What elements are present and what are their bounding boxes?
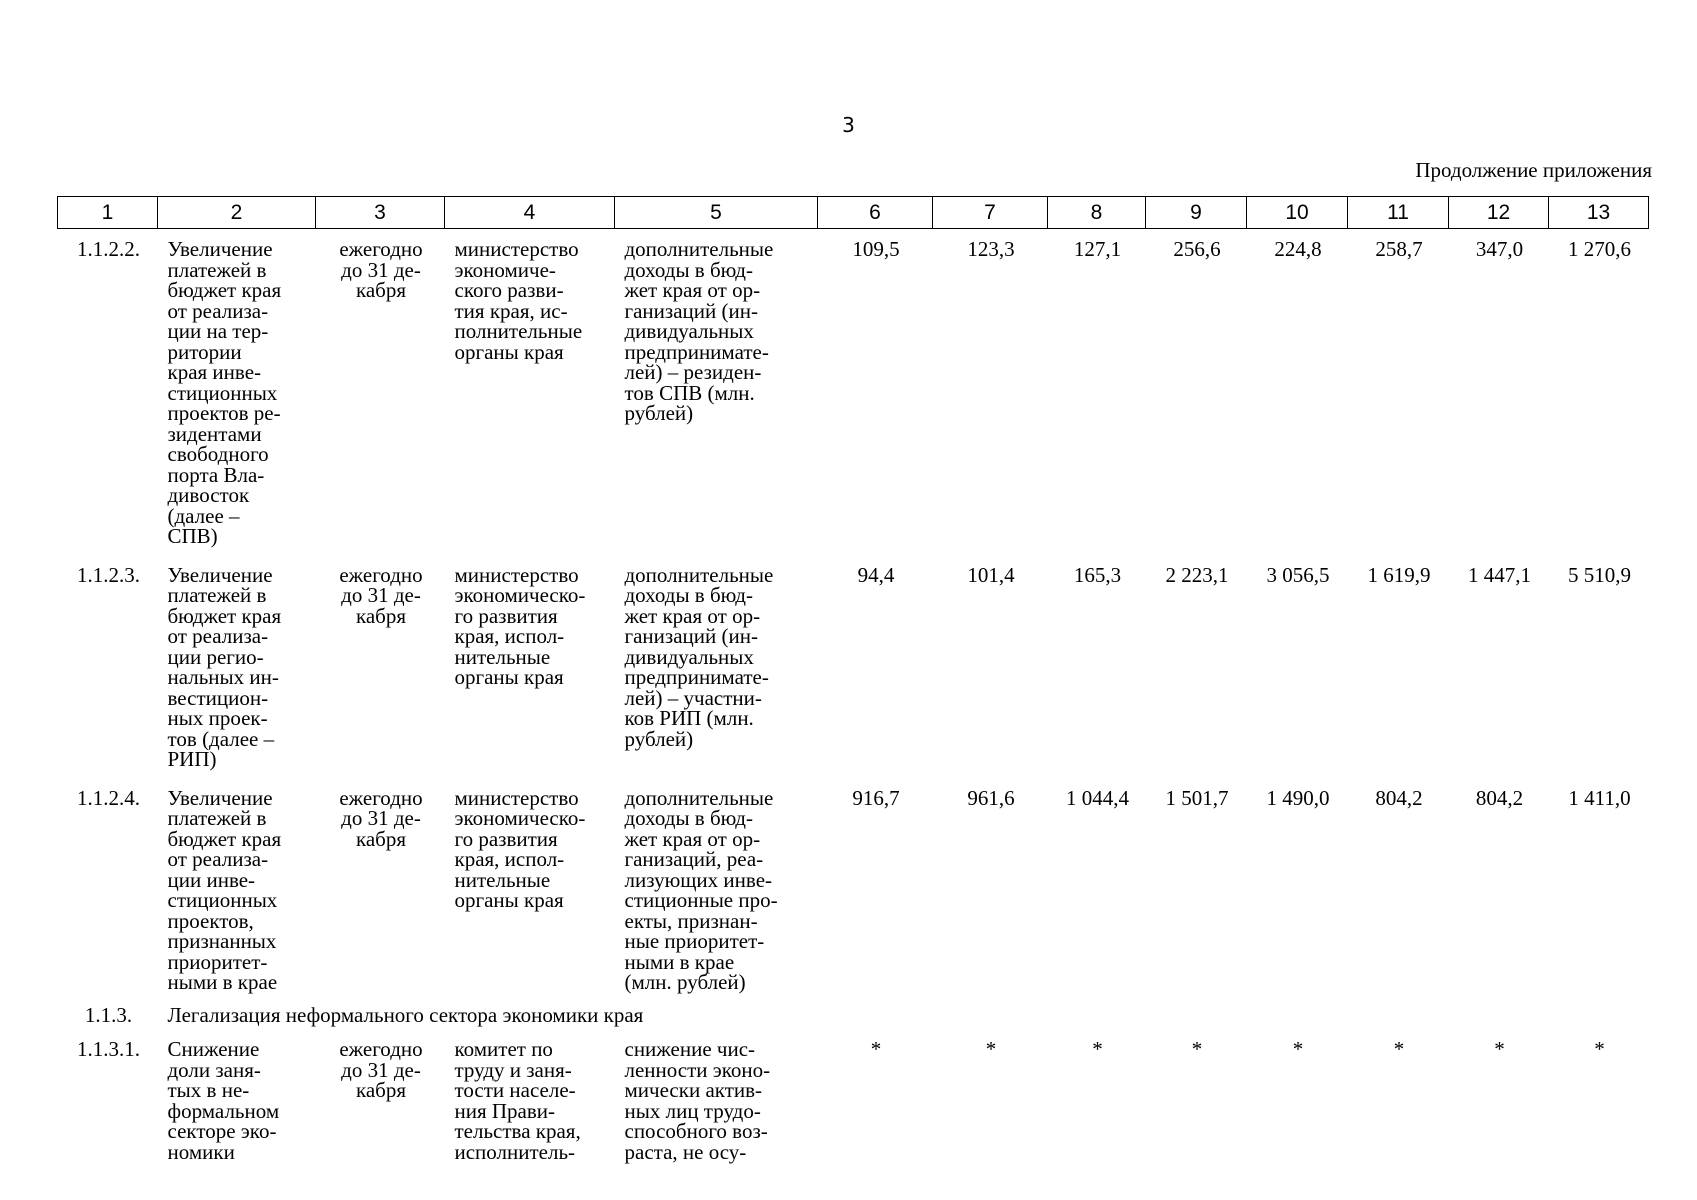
value-cell: *: [1594, 1037, 1605, 1061]
deadline-text: ежегодно до 31 де- кабря: [339, 237, 423, 302]
column-header: 7: [933, 197, 1048, 229]
value-cell: 916,7: [852, 785, 900, 810]
responsible-text: министерство экономическо- го развития края, испол- нительные органы края: [454, 785, 586, 912]
responsible-cell: [445, 555, 615, 778]
page-number: 3: [842, 113, 855, 137]
section-code: 1.1.3.: [84, 1002, 133, 1027]
responsible-text: министерство экономическо- го развития края, испол- нительные органы края: [454, 562, 586, 689]
value-cell: *: [1292, 1037, 1304, 1061]
indicator-text: Увеличение платежей в бюджет края от реализа- ции инве- стиционных проектов, признанных приоритет- ными в крае: [167, 785, 282, 994]
value-cell: 961,6: [967, 785, 1015, 810]
deadline-cell: [316, 555, 445, 778]
deadline-cell: [316, 229, 445, 555]
value-cell: 123,3: [967, 237, 1015, 261]
value-cell: 224,8: [1274, 237, 1322, 261]
deadline-text: ежегодно до 31 де- кабря: [339, 1037, 423, 1102]
indicator-text: Увеличение платежей в бюджет края от реализа- ции на тер- ритории края инве- стиционных проектов ре- зидентами свободного порта Вла- дивосток (далее – СПВ): [167, 237, 282, 548]
value-cell: 258,7: [1375, 237, 1423, 261]
responsible-cell: [445, 778, 615, 1001]
description-text: дополнительные доходы в бюд- жет края от ор- ганизаций, реа- лизующих инве- стиционные про- екты, признан- ные приоритет- ными в крае (млн. рублей): [624, 785, 778, 994]
description-text: дополнительные доходы в бюд- жет края от ор- ганизаций (ин- дивидуальных предпринимате- лей) – резиден- тов СПВ (млн. рублей): [624, 237, 774, 425]
description-text: дополнительные доходы в бюд- жет края от ор- ганизаций (ин- дивидуальных предпринимате- лей) – участни- ков РИП (млн. рублей): [624, 562, 774, 751]
value-cell: 165,3: [1073, 562, 1122, 587]
row-code: 1.1.2.2.: [77, 237, 140, 261]
value-cell: 1 044,4: [1066, 785, 1129, 810]
column-header: 10: [1247, 197, 1348, 229]
indicator-cell: [158, 555, 316, 778]
value-cell: *: [1092, 1037, 1103, 1061]
deadline-text: ежегодно до 31 де- кабря: [339, 785, 423, 851]
column-header: 8: [1048, 197, 1146, 229]
value-cell: 1 270,6: [1568, 237, 1631, 261]
value-cell: *: [1494, 1037, 1505, 1061]
column-header: 9: [1146, 197, 1247, 229]
indicator-text: Снижение доли заня- тых в не- формальном секторе эко- номики: [167, 1037, 280, 1164]
table-row: [58, 1029, 1649, 1170]
description-cell: [615, 555, 818, 778]
value-cell: 1 490,0: [1266, 785, 1330, 810]
section-title: Легализация неформального сектора экономики края: [167, 1002, 644, 1027]
value-cell: *: [1393, 1037, 1405, 1061]
column-header: 12: [1449, 197, 1549, 229]
indicator-cell: [158, 229, 316, 555]
responsible-text: министерство экономиче- ского разви- тия края, ис- полнительные органы края: [454, 237, 583, 364]
table-row: [58, 778, 1649, 1001]
row-code: 1.1.2.4.: [77, 785, 140, 810]
column-header: 4: [445, 197, 615, 229]
deadline-cell: [316, 1029, 445, 1170]
value-cell: *: [870, 1037, 882, 1061]
deadline-cell: [316, 778, 445, 1001]
value-cell: 2 223,1: [1165, 562, 1229, 587]
value-cell: 3 056,5: [1266, 562, 1330, 587]
deadline-text: ежегодно до 31 де- кабря: [339, 562, 423, 628]
column-header: 6: [818, 197, 933, 229]
value-cell: 347,0: [1475, 237, 1524, 261]
value-cell: 94,4: [857, 562, 895, 587]
indicator-text: Увеличение платежей в бюджет края от реализа- ции регио- нальных ин- вестицион- ных проек- тов (далее – РИП): [167, 562, 282, 771]
description-text: снижение чис- ленности эконо- мически актив- ных лиц трудо- способного воз- раста, не осу-: [624, 1037, 771, 1164]
row-code: 1.1.2.3.: [77, 562, 140, 587]
responsible-text: комитет по труду и заня- тости населе- ния Прави- тельства края, исполнитель-: [454, 1037, 581, 1164]
value-cell: 256,6: [1173, 237, 1221, 261]
value-cell: 804,2: [1375, 785, 1423, 810]
description-cell: [615, 778, 818, 1001]
appendix-table: [57, 196, 1649, 1170]
row-code: 1.1.3.1.: [77, 1037, 140, 1061]
value-cell: *: [1191, 1037, 1203, 1061]
responsible-cell: [445, 1029, 615, 1170]
indicator-cell: [158, 778, 316, 1001]
table-row: [58, 229, 1649, 555]
column-header: 3: [316, 197, 445, 229]
column-header: 1: [58, 197, 158, 229]
value-cell: 1 501,7: [1165, 785, 1229, 810]
column-header: 13: [1549, 197, 1649, 229]
column-number-row: [58, 197, 1649, 229]
value-cell: 1 619,9: [1367, 562, 1431, 587]
column-header: 2: [158, 197, 316, 229]
appendix-continuation-note: Продолжение приложения: [1415, 158, 1652, 182]
description-cell: [615, 229, 818, 555]
value-cell: 1 447,1: [1468, 562, 1531, 587]
description-cell: [615, 1029, 818, 1170]
indicator-cell: [158, 1029, 316, 1170]
section-row: [58, 1001, 1649, 1030]
column-header: 5: [615, 197, 818, 229]
table-row: [58, 555, 1649, 778]
value-cell: *: [985, 1037, 997, 1061]
responsible-cell: [445, 229, 615, 555]
value-cell: 804,2: [1475, 785, 1524, 810]
value-cell: 127,1: [1073, 237, 1122, 261]
value-cell: 109,5: [852, 237, 900, 261]
value-cell: 101,4: [967, 562, 1015, 587]
column-header: 11: [1348, 197, 1449, 229]
value-cell: 1 411,0: [1568, 785, 1631, 810]
value-cell: 5 510,9: [1568, 562, 1631, 587]
